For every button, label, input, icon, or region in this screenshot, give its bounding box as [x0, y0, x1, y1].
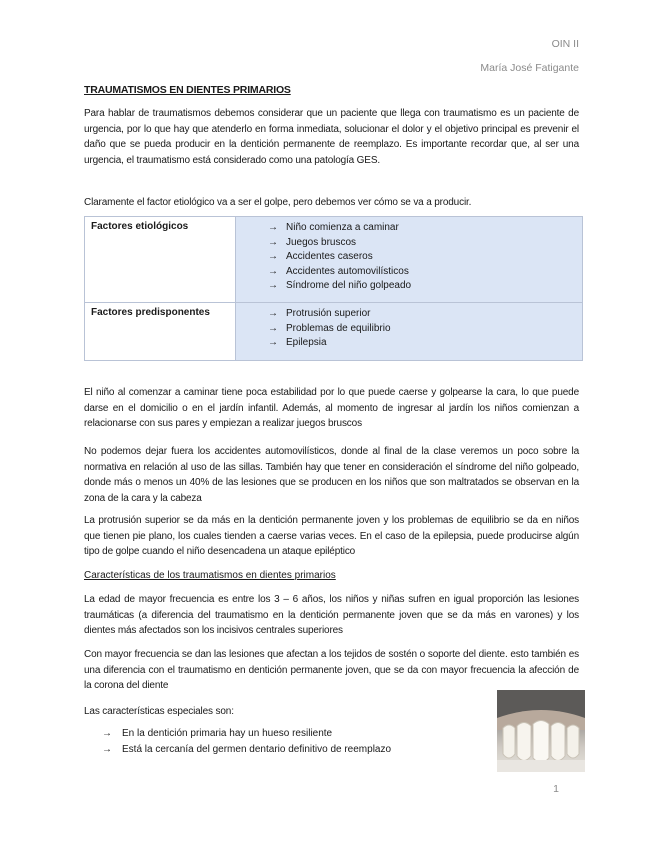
factors-table [84, 216, 583, 361]
paragraph-predisposing: La protrusión superior se da más en la dentición permanente joven y los problemas de equilibrio se da en niños que tienen pie plano, los cuales tienden a caerse varias veces. En el caso de la epilepsia, puede producirse algún tipo de golpe cuando el niño desencadena un ataque epiléptico [84, 515, 579, 557]
predisposing-factors-label: Factores predisponentes [85, 303, 236, 361]
paragraph-support-tissues: Con mayor frecuencia se dan las lesiones que afectan a los tejidos de sostén o soporte del diente. esto también es una diferencia con el traumatismo en dentición permanente joven, que se da con mayor frecuencia la afección de la corona del diente [84, 649, 579, 691]
arrow-icon: → [268, 236, 278, 248]
list-item: → Niño comienza a caminar [268, 221, 576, 236]
list-item: → Problemas de equilibrio [268, 322, 576, 337]
header-course: OIN II [551, 38, 579, 50]
predisposing-factors-cell [236, 303, 583, 361]
paragraph-etiology: Claramente el factor etiológico va a ser el golpe, pero debemos ver cómo se va a producir. [84, 197, 472, 208]
page-number: 1 [553, 783, 559, 795]
header-author: María José Fatigante [480, 62, 579, 74]
paragraph-intro: Para hablar de traumatismos debemos considerar que un paciente que llega con traumatismo es un paciente de urgencia, por lo que hay que atenderlo en forma inmediata, solucionar el dolor y el objetivo principal es prevenir el daño que se pueda producir en la dentición permanente de reemplazo. Es importante recordar que, al ser una urgencia, el traumatismo está considerado como una patología GES. [84, 108, 579, 166]
primary-teeth-photo [497, 690, 585, 772]
etiological-factors-list [242, 221, 576, 294]
arrow-icon: → [268, 337, 278, 348]
table-row [85, 303, 583, 361]
list-item: → Síndrome del niño golpeado [268, 279, 576, 294]
list-item: → Accidentes automovilísticos [268, 265, 576, 280]
special-features-list [102, 726, 391, 758]
arrow-icon: → [268, 265, 278, 277]
document-title: TRAUMATISMOS EN DIENTES PRIMARIOS [84, 84, 291, 96]
etiological-factors-label: Factores etiológicos [85, 217, 236, 303]
arrow-icon: → [268, 308, 278, 319]
arrow-icon: → [268, 251, 278, 262]
teeth-illustration [497, 690, 585, 772]
arrow-icon: → [268, 222, 278, 233]
list-item: → Está la cercanía del germen dentario definitivo de reemplazo [102, 742, 391, 758]
predisposing-factors-list [242, 307, 576, 351]
table-row [85, 217, 583, 303]
paragraph-walking: El niño al comenzar a caminar tiene poca estabilidad por lo que puede caerse y golpearse la cara, lo que puede darse en el domicilio o en el jardín infantil. Además, al momento de ingresar al jardín los niños comienzan a relacionarse con sus pares y empiezan a realizar juegos bruscos [84, 387, 579, 429]
list-item: → Protrusión superior [268, 307, 576, 322]
list-item: → Epilepsia [268, 336, 576, 351]
arrow-icon: → [102, 728, 112, 739]
list-item: → Juegos bruscos [268, 236, 576, 251]
list-item: → Accidentes caseros [268, 250, 576, 265]
section-subtitle: Características de los traumatismos en dientes primarios [84, 570, 336, 581]
paragraph-special-features: Las características especiales son: [84, 706, 234, 717]
arrow-icon: → [268, 322, 278, 334]
arrow-icon: → [268, 280, 278, 291]
list-item: → En la dentición primaria hay un hueso resiliente [102, 726, 391, 742]
paragraph-car-accidents: No podemos dejar fuera los accidentes automovilísticos, donde al final de la clase veremos un poco sobre la normativa en relación al uso de las sillas. También hay que tener en consideración el síndrome del niño golpeado, donde más o menos un 40% de las lesiones que se producen en los niños que son maltratados se observan en la zona de la cara y la cabeza [84, 446, 579, 504]
paragraph-age-frequency: La edad de mayor frecuencia es entre los 3 – 6 años, los niños y niñas sufren en igual proporción las lesiones traumáticas (a diferencia del traumatismo en la dentición permanente joven que se da más en varones) y los dientes más afectados son los incisivos centrales superiores [84, 594, 579, 636]
arrow-icon: → [102, 744, 112, 755]
etiological-factors-cell [236, 217, 583, 303]
